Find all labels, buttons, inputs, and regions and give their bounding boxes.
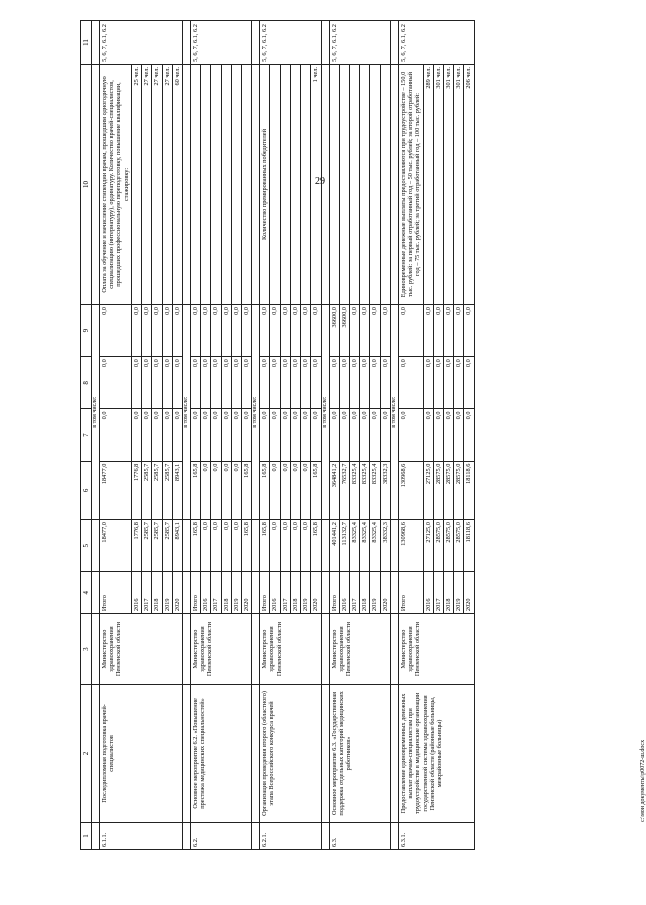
value-cell: 0,0 xyxy=(211,409,221,461)
value-cell: 28575,0 xyxy=(454,520,464,572)
year-cell: 2017 xyxy=(142,572,152,614)
value-cell: 113132,7 xyxy=(339,520,349,572)
value-cell: 0,0 xyxy=(444,305,454,357)
empty-cell xyxy=(252,685,260,823)
value-cell: 0,0 xyxy=(433,409,443,461)
value-cell: 0,0 xyxy=(270,461,280,519)
program-table xyxy=(80,20,475,850)
value-cell: 0,0 xyxy=(311,305,321,357)
reference-cell: 5, 6, 7, 6.1, 6.2 xyxy=(190,21,251,65)
activity-name: Основное мероприятие 6.3. «Государственная поддержка отдельных категорий медицинских работников» xyxy=(329,685,390,823)
value-cell: 83325,4 xyxy=(360,461,370,519)
indicator-text xyxy=(190,64,200,304)
value-cell: 0,0 xyxy=(423,357,433,409)
value-cell: 83325,4 xyxy=(350,520,360,572)
header-cell: 6 xyxy=(81,461,92,519)
value-cell: 0,0 xyxy=(398,409,423,461)
year-cell: 2017 xyxy=(433,572,443,614)
reference-cell: 5, 6, 7, 6.1, 6.2 xyxy=(260,21,321,65)
row-number: 6.1.1. xyxy=(99,822,182,849)
value-cell: 0,0 xyxy=(270,357,280,409)
value-cell: 0,0 xyxy=(350,409,360,461)
empty-cell xyxy=(183,21,191,65)
value-cell: 0,0 xyxy=(172,305,182,357)
empty-cell xyxy=(321,572,329,614)
empty-cell xyxy=(321,21,329,65)
indicator-value: 27 чел. xyxy=(152,64,162,304)
indicator-value xyxy=(231,64,241,304)
value-cell: 0,0 xyxy=(329,409,339,461)
value-cell: 2585,7 xyxy=(162,520,172,572)
including-row xyxy=(183,21,191,850)
value-cell: 0,0 xyxy=(172,409,182,461)
value-cell: 0,0 xyxy=(290,461,300,519)
indicator-text xyxy=(329,64,339,304)
indicator-value: 301 чел. xyxy=(433,64,443,304)
empty-cell xyxy=(92,572,100,614)
year-cell: 2020 xyxy=(380,572,390,614)
empty-cell xyxy=(390,822,398,849)
empty-cell xyxy=(183,685,191,823)
value-cell: 1776,8 xyxy=(131,461,141,519)
empty-cell xyxy=(183,614,191,685)
value-cell: 0,0 xyxy=(360,409,370,461)
value-cell: 18477,0 xyxy=(99,461,131,519)
indicator-value: 289 чел. xyxy=(423,64,433,304)
value-cell: 0,0 xyxy=(242,409,252,461)
value-cell: 0,0 xyxy=(464,357,474,409)
value-cell: 165,8 xyxy=(311,520,321,572)
year-cell: 2016 xyxy=(270,572,280,614)
value-cell: 0,0 xyxy=(454,305,464,357)
value-cell: 0,0 xyxy=(190,357,200,409)
value-cell: 0,0 xyxy=(290,305,300,357)
indicator-value: 25 чел. xyxy=(131,64,141,304)
value-cell: 27125,0 xyxy=(423,461,433,519)
table-row xyxy=(190,21,200,850)
year-cell: 2018 xyxy=(290,572,300,614)
table-row xyxy=(329,21,339,850)
year-cell: Итого xyxy=(398,572,423,614)
value-cell: 165,8 xyxy=(242,461,252,519)
value-cell: 0,0 xyxy=(152,305,162,357)
indicator-value: 301 чел. xyxy=(454,64,464,304)
value-cell: 0,0 xyxy=(360,357,370,409)
value-cell: 18118,6 xyxy=(464,461,474,519)
footer-path: c:\мои документы\p0072-ш.docx xyxy=(640,739,646,822)
value-cell: 0,0 xyxy=(444,357,454,409)
value-cell: 83325,4 xyxy=(360,520,370,572)
value-cell: 0,0 xyxy=(201,357,211,409)
header-cell: 11 xyxy=(81,21,92,65)
value-cell: 0,0 xyxy=(454,357,464,409)
empty-cell xyxy=(183,64,191,304)
value-cell: 0,0 xyxy=(231,409,241,461)
year-cell: 2019 xyxy=(370,572,380,614)
value-cell: 0,0 xyxy=(211,520,221,572)
value-cell: 0,0 xyxy=(221,305,231,357)
value-cell: 0,0 xyxy=(311,357,321,409)
value-cell: 0,0 xyxy=(370,305,380,357)
header-cell: 4 xyxy=(81,572,92,614)
indicator-value: 27 чел. xyxy=(162,64,172,304)
value-cell: 0,0 xyxy=(231,305,241,357)
page-number: 29 xyxy=(315,176,325,187)
value-cell: 0,0 xyxy=(280,305,290,357)
value-cell: 0,0 xyxy=(211,461,221,519)
value-cell: 0,0 xyxy=(172,357,182,409)
value-cell: 28575,0 xyxy=(454,461,464,519)
value-cell: 2585,7 xyxy=(142,520,152,572)
value-cell: 0,0 xyxy=(290,357,300,409)
executor: Министерство здравоохранения Пензенской области xyxy=(99,614,182,685)
value-cell: 0,0 xyxy=(231,357,241,409)
value-cell: 0,0 xyxy=(201,461,211,519)
activity-name: Основное мероприятие 6.2. «Повышение престижа медицинских специальностей» xyxy=(190,685,251,823)
indicator-text: Оплата за обучение и начисление стипендии врачам, прошедшим одногодичную специализацию (интернатуру), ординатуру. Количество врачей-специалистов, прошедших профессиональную переподготовку, повышение квалификации, стажировку: xyxy=(99,64,131,304)
year-cell: 2016 xyxy=(339,572,349,614)
value-cell: 36600,0 xyxy=(329,305,339,357)
year-cell: 2019 xyxy=(454,572,464,614)
value-cell: 0,0 xyxy=(142,305,152,357)
year-cell: 2018 xyxy=(152,572,162,614)
indicator-value: 60 чел. xyxy=(172,64,182,304)
value-cell: 0,0 xyxy=(201,409,211,461)
value-cell: 0,0 xyxy=(152,409,162,461)
table-row xyxy=(260,21,270,850)
including-row xyxy=(321,21,329,850)
year-cell: 2020 xyxy=(464,572,474,614)
value-cell: 0,0 xyxy=(339,409,349,461)
indicator-value xyxy=(211,64,221,304)
rotated-page xyxy=(80,20,646,850)
value-cell: 0,0 xyxy=(190,409,200,461)
value-cell: 165,8 xyxy=(260,520,270,572)
year-cell: 2019 xyxy=(231,572,241,614)
value-cell: 0,0 xyxy=(270,409,280,461)
year-cell: Итого xyxy=(329,572,339,614)
including-label: в том числе: xyxy=(390,305,398,520)
empty-cell xyxy=(390,685,398,823)
value-cell: 130968,6 xyxy=(398,520,423,572)
empty-cell xyxy=(92,520,100,572)
year-cell: 2016 xyxy=(201,572,211,614)
empty-cell xyxy=(183,572,191,614)
value-cell: 165,8 xyxy=(260,461,270,519)
year-cell: 2020 xyxy=(242,572,252,614)
value-cell: 0,0 xyxy=(380,357,390,409)
value-cell: 0,0 xyxy=(301,520,311,572)
empty-cell xyxy=(252,822,260,849)
value-cell: 0,0 xyxy=(221,357,231,409)
value-cell: 0,0 xyxy=(152,357,162,409)
empty-cell xyxy=(252,520,260,572)
empty-cell xyxy=(321,64,329,304)
value-cell: 83325,4 xyxy=(370,520,380,572)
value-cell: 0,0 xyxy=(339,357,349,409)
value-cell: 0,0 xyxy=(270,305,280,357)
year-cell: 2018 xyxy=(444,572,454,614)
header-cell: 8 xyxy=(81,357,92,409)
value-cell: 0,0 xyxy=(380,409,390,461)
indicator-value: 301 чел. xyxy=(444,64,454,304)
value-cell: 0,0 xyxy=(454,409,464,461)
empty-cell xyxy=(252,614,260,685)
value-cell: 0,0 xyxy=(231,461,241,519)
year-cell: 2017 xyxy=(211,572,221,614)
value-cell: 28575,0 xyxy=(444,520,454,572)
reference-cell: 5, 6, 7, 6.1, 6.2 xyxy=(99,21,182,65)
value-cell: 0,0 xyxy=(423,305,433,357)
row-number: 6.3.1. xyxy=(398,822,474,849)
activity-name: Предоставление единовременных денежных выплат врачам-специалистам при трудоустройстве в медицинские организации государственной системы здравоохранения Пензенской области (районные больницы, межрайонные больницы) xyxy=(398,685,474,823)
empty-cell xyxy=(321,520,329,572)
executor: Министерство здравоохранения Пензенской области xyxy=(398,614,474,685)
year-cell: 2018 xyxy=(360,572,370,614)
value-cell: 18477,0 xyxy=(99,520,131,572)
empty-cell xyxy=(183,822,191,849)
indicator-value: 206 чел. xyxy=(464,64,474,304)
year-cell: Итого xyxy=(99,572,131,614)
value-cell: 401441,2 xyxy=(329,520,339,572)
value-cell: 0,0 xyxy=(131,357,141,409)
empty-cell xyxy=(390,64,398,304)
value-cell: 76532,7 xyxy=(339,461,349,519)
value-cell: 0,0 xyxy=(190,305,200,357)
value-cell: 0,0 xyxy=(290,409,300,461)
year-cell: 2020 xyxy=(311,572,321,614)
indicator-value xyxy=(370,64,380,304)
value-cell: 165,8 xyxy=(190,461,200,519)
year-cell: Итого xyxy=(260,572,270,614)
indicator-value xyxy=(221,64,231,304)
year-cell: 2018 xyxy=(221,572,231,614)
value-cell: 0,0 xyxy=(433,357,443,409)
value-cell: 0,0 xyxy=(211,357,221,409)
value-cell: 83325,4 xyxy=(370,461,380,519)
value-cell: 0,0 xyxy=(201,305,211,357)
value-cell: 0,0 xyxy=(221,409,231,461)
value-cell: 0,0 xyxy=(162,357,172,409)
value-cell: 28575,0 xyxy=(444,461,454,519)
value-cell: 165,8 xyxy=(242,520,252,572)
value-cell: 0,0 xyxy=(380,305,390,357)
table-row xyxy=(99,21,131,850)
header-cell: 5 xyxy=(81,520,92,572)
executor: Министерство здравоохранения Пензенской области xyxy=(260,614,321,685)
value-cell: 0,0 xyxy=(311,409,321,461)
indicator-value xyxy=(201,64,211,304)
header-row xyxy=(81,21,92,850)
empty-cell xyxy=(390,572,398,614)
value-cell: 0,0 xyxy=(350,305,360,357)
value-cell: 38332,3 xyxy=(380,461,390,519)
reference-cell: 5, 6, 7, 6.1, 6.2 xyxy=(398,21,474,65)
year-cell: 2019 xyxy=(162,572,172,614)
value-cell: 0,0 xyxy=(221,461,231,519)
value-cell: 0,0 xyxy=(280,461,290,519)
value-cell: 0,0 xyxy=(280,357,290,409)
including-row xyxy=(92,21,100,850)
indicator-value xyxy=(242,64,252,304)
empty-cell xyxy=(92,614,100,685)
value-cell: 0,0 xyxy=(99,409,131,461)
empty-cell xyxy=(92,685,100,823)
value-cell: 0,0 xyxy=(360,305,370,357)
row-number: 6.2.1. xyxy=(260,822,321,849)
including-row xyxy=(390,21,398,850)
row-number: 6.2. xyxy=(190,822,251,849)
value-cell: 0,0 xyxy=(201,520,211,572)
reference-cell: 5, 6, 7, 6.1, 6.2 xyxy=(329,21,390,65)
value-cell: 2585,7 xyxy=(162,461,172,519)
value-cell: 130968,6 xyxy=(398,461,423,519)
value-cell: 0,0 xyxy=(370,357,380,409)
value-cell: 0,0 xyxy=(301,305,311,357)
value-cell: 0,0 xyxy=(99,357,131,409)
value-cell: 0,0 xyxy=(99,305,131,357)
year-cell: 2020 xyxy=(172,572,182,614)
indicator-value: 27 чел. xyxy=(142,64,152,304)
value-cell: 0,0 xyxy=(350,357,360,409)
empty-cell xyxy=(321,614,329,685)
value-cell: 0,0 xyxy=(260,409,270,461)
value-cell: 0,0 xyxy=(301,357,311,409)
indicator-text: Единовременные денежные выплаты предоставляются при трудоустройстве – 150,0 тыс. рублей: за первый отработанный год – 50 тыс. рублей; за второй отработанный год – 75 тыс. рублей; за третий отработанный год – 100 тыс. рублей: xyxy=(398,64,423,304)
value-cell: 0,0 xyxy=(231,520,241,572)
value-cell: 27125,0 xyxy=(423,520,433,572)
empty-cell xyxy=(92,822,100,849)
value-cell: 0,0 xyxy=(280,520,290,572)
value-cell: 0,0 xyxy=(131,305,141,357)
activity-name: Последипломная подготовка врачей-специалистов xyxy=(99,685,182,823)
value-cell: 0,0 xyxy=(398,305,423,357)
header-cell: 3 xyxy=(81,614,92,685)
value-cell: 0,0 xyxy=(131,409,141,461)
value-cell: 0,0 xyxy=(142,357,152,409)
executor: Министерство здравоохранения Пензенской области xyxy=(329,614,390,685)
indicator-value xyxy=(360,64,370,304)
value-cell: 0,0 xyxy=(260,357,270,409)
value-cell: 0,0 xyxy=(301,461,311,519)
indicator-value xyxy=(339,64,349,304)
including-row xyxy=(252,21,260,850)
year-cell: Итого xyxy=(190,572,200,614)
indicator-value xyxy=(301,64,311,304)
year-cell: 2017 xyxy=(350,572,360,614)
empty-cell xyxy=(252,572,260,614)
value-cell: 18118,6 xyxy=(464,520,474,572)
including-label: в том числе: xyxy=(92,305,100,520)
value-cell: 83325,4 xyxy=(350,461,360,519)
indicator-value xyxy=(380,64,390,304)
including-label: в том числе: xyxy=(321,305,329,520)
value-cell: 1776,8 xyxy=(131,520,141,572)
value-cell: 0,0 xyxy=(270,520,280,572)
value-cell: 0,0 xyxy=(280,409,290,461)
empty-cell xyxy=(321,822,329,849)
value-cell: 8943,1 xyxy=(172,461,182,519)
indicator-value xyxy=(290,64,300,304)
value-cell: 28575,0 xyxy=(433,461,443,519)
value-cell: 165,8 xyxy=(311,461,321,519)
value-cell: 8943,1 xyxy=(172,520,182,572)
empty-cell xyxy=(252,21,260,65)
empty-cell xyxy=(390,614,398,685)
year-cell: 2016 xyxy=(423,572,433,614)
value-cell: 0,0 xyxy=(211,305,221,357)
empty-cell xyxy=(390,21,398,65)
header-cell: 1 xyxy=(81,822,92,849)
value-cell: 0,0 xyxy=(433,305,443,357)
empty-cell xyxy=(390,520,398,572)
value-cell: 0,0 xyxy=(398,357,423,409)
value-cell: 0,0 xyxy=(329,357,339,409)
value-cell: 0,0 xyxy=(221,520,231,572)
empty-cell xyxy=(252,64,260,304)
indicator-value xyxy=(270,64,280,304)
header-cell: 2 xyxy=(81,685,92,823)
value-cell: 0,0 xyxy=(242,357,252,409)
value-cell: 0,0 xyxy=(162,409,172,461)
header-cell: 9 xyxy=(81,305,92,357)
value-cell: 36600,0 xyxy=(339,305,349,357)
value-cell: 0,0 xyxy=(290,520,300,572)
value-cell: 0,0 xyxy=(242,305,252,357)
indicator-text: Количество премированных победителей xyxy=(260,64,270,304)
value-cell: 165,8 xyxy=(190,520,200,572)
value-cell: 2585,7 xyxy=(152,520,162,572)
value-cell: 0,0 xyxy=(444,409,454,461)
value-cell: 0,0 xyxy=(142,409,152,461)
value-cell: 0,0 xyxy=(370,409,380,461)
value-cell: 28575,0 xyxy=(433,520,443,572)
table-row xyxy=(398,21,423,850)
including-label: в том числе: xyxy=(252,305,260,520)
value-cell: 0,0 xyxy=(464,409,474,461)
header-cell: 7 xyxy=(81,409,92,461)
row-number: 6.3. xyxy=(329,822,390,849)
value-cell: 0,0 xyxy=(260,305,270,357)
empty-cell xyxy=(92,21,100,65)
value-cell: 0,0 xyxy=(464,305,474,357)
value-cell: 0,0 xyxy=(423,409,433,461)
indicator-value: 1 чел. xyxy=(311,64,321,304)
value-cell: 0,0 xyxy=(301,409,311,461)
value-cell: 2585,7 xyxy=(142,461,152,519)
header-cell: 10 xyxy=(81,64,92,304)
table-body xyxy=(81,21,475,850)
year-cell: 2019 xyxy=(301,572,311,614)
executor: Министерство здравоохранения Пензенской области xyxy=(190,614,251,685)
activity-name: Организация проведения второго (областного) этапа Всероссийского конкурса врачей xyxy=(260,685,321,823)
value-cell: 38332,3 xyxy=(380,520,390,572)
year-cell: 2016 xyxy=(131,572,141,614)
empty-cell xyxy=(183,520,191,572)
including-label: в том числе: xyxy=(183,305,191,520)
value-cell: 2585,7 xyxy=(152,461,162,519)
empty-cell xyxy=(92,64,100,304)
value-cell: 0,0 xyxy=(162,305,172,357)
value-cell: 364841,2 xyxy=(329,461,339,519)
empty-cell xyxy=(321,685,329,823)
indicator-value xyxy=(280,64,290,304)
year-cell: 2017 xyxy=(280,572,290,614)
indicator-value xyxy=(350,64,360,304)
